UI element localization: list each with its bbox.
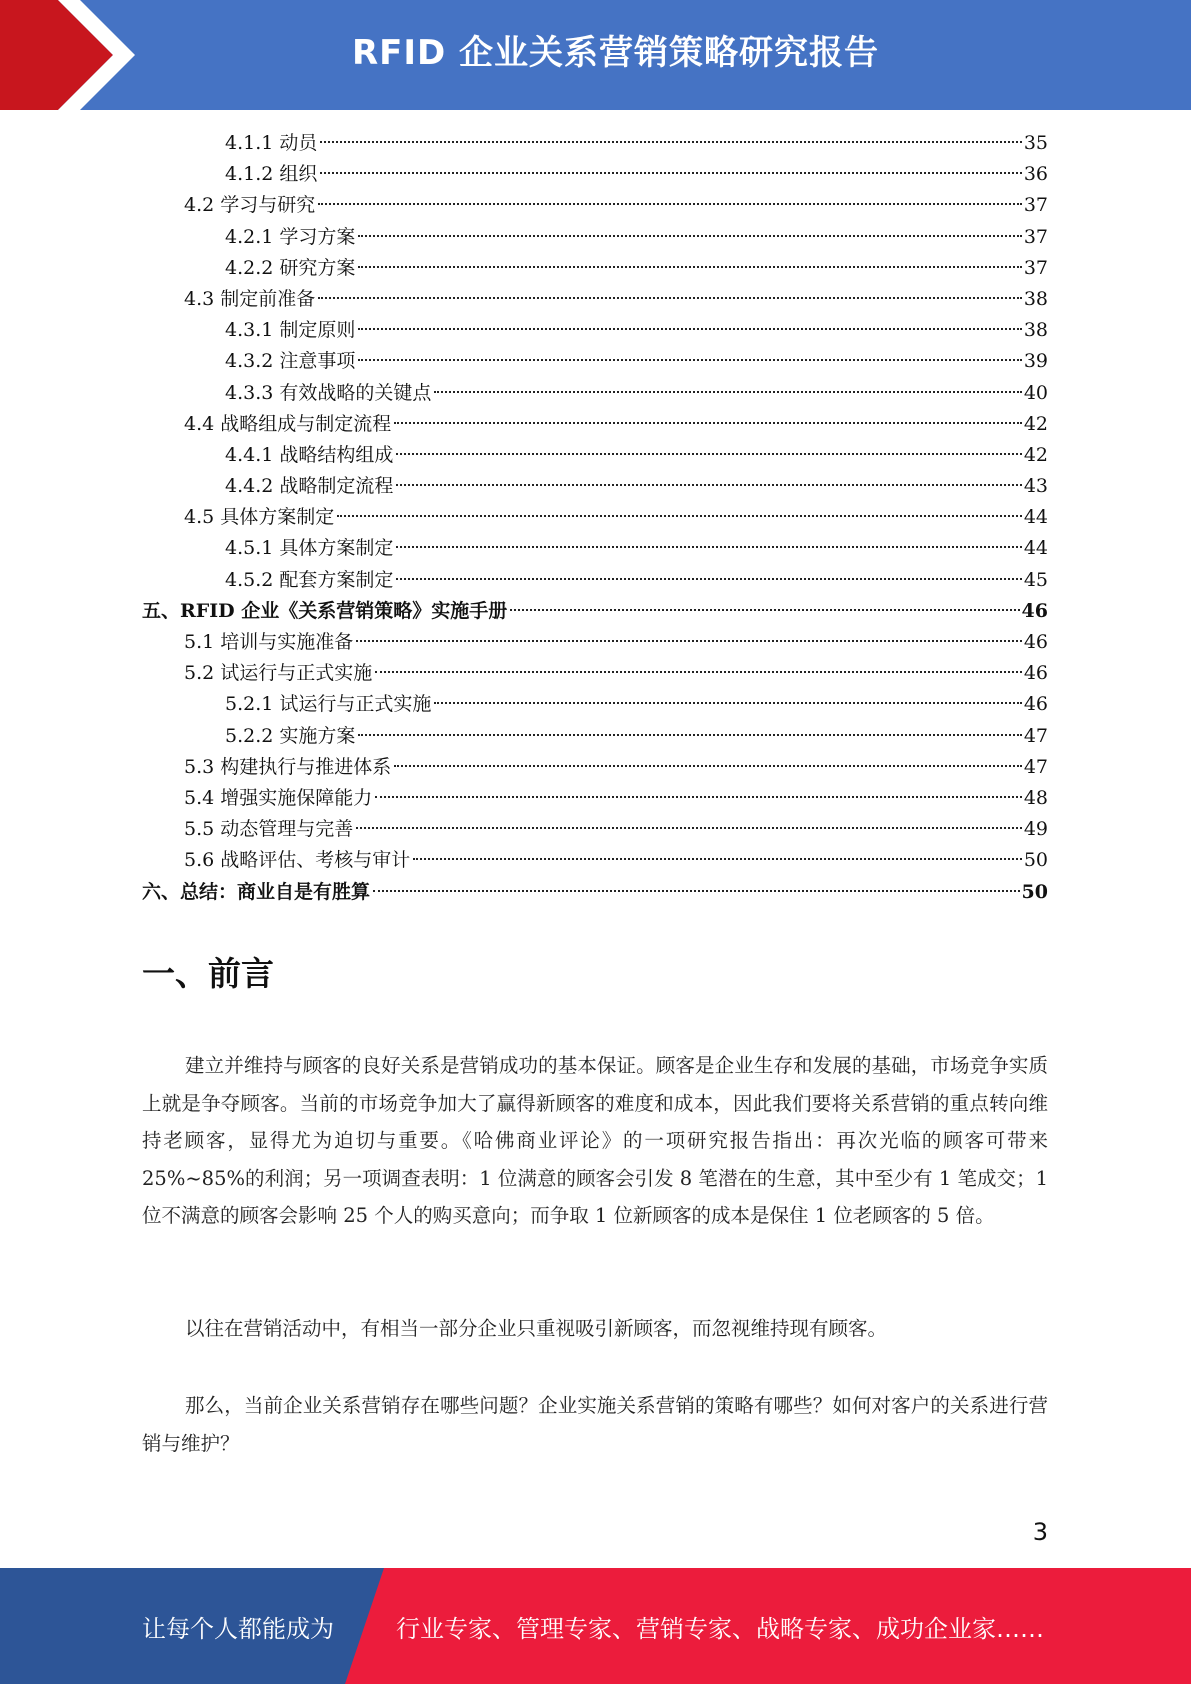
page-footer <box>0 1568 1191 1684</box>
toc-leader-dots <box>510 609 1019 611</box>
toc-entry[interactable] <box>142 284 1048 315</box>
toc-entry-page: 35 <box>1023 132 1048 154</box>
toc-leader-dots <box>373 890 1020 892</box>
toc-entry-page: 45 <box>1023 568 1048 591</box>
toc-entry-page: 50 <box>1021 880 1048 903</box>
toc-leader-dots <box>434 702 1021 704</box>
toc-entry-page: 43 <box>1023 475 1048 498</box>
toc-entry[interactable] <box>142 783 1048 814</box>
page-header <box>0 0 1191 110</box>
toc-entry-label: 4.5.1 具体方案制定 <box>225 537 394 560</box>
toc-entry-label: 5.4 增强实施保障能力 <box>184 786 373 809</box>
toc-entry-label: 4.1.2 组织 <box>225 163 318 186</box>
toc-leader-dots <box>358 734 1021 736</box>
toc-entry[interactable] <box>142 721 1048 752</box>
toc-entry-label: 5.5 动态管理与完善 <box>184 818 354 841</box>
toc-leader-dots <box>375 796 1022 798</box>
toc-entry-page: 40 <box>1023 381 1048 404</box>
toc-entry-page: 37 <box>1023 194 1048 217</box>
toc-leader-dots <box>358 235 1021 237</box>
toc-entry[interactable] <box>142 222 1048 253</box>
toc-entry[interactable] <box>142 409 1048 440</box>
toc-entry-page: 47 <box>1023 724 1048 747</box>
footer-slogan-left: 让每个人都能成为 <box>142 1615 334 1643</box>
toc-leader-dots <box>358 266 1021 268</box>
toc-leader-dots <box>434 391 1021 393</box>
toc-entry-label: 4.4.2 战略制定流程 <box>225 475 394 498</box>
toc-entry-page: 48 <box>1023 786 1048 809</box>
toc-leader-dots <box>356 827 1022 829</box>
toc-leader-dots <box>396 578 1021 580</box>
toc-entry[interactable] <box>142 471 1048 502</box>
table-of-contents <box>142 128 1048 908</box>
toc-entry[interactable] <box>142 159 1048 190</box>
toc-leader-dots <box>320 141 1021 143</box>
toc-entry[interactable] <box>142 565 1048 596</box>
toc-entry-label: 5.2.2 实施方案 <box>225 724 356 747</box>
toc-entry[interactable] <box>142 627 1048 658</box>
toc-entry-label: 5.6 战略评估、考核与审计 <box>184 849 411 872</box>
paragraph-2: 以往在营销活动中，有相当一部分企业只重视吸引新顾客，而忽视维持现有顾客。 <box>185 1317 888 1340</box>
toc-entry-label: 五、RFID 企业《关系营销策略》实施手册 <box>142 599 508 622</box>
toc-entry-page: 44 <box>1023 537 1048 560</box>
toc-entry-page: 46 <box>1023 662 1048 685</box>
paragraph-3: 那么，当前企业关系营销存在哪些问题？企业实施关系营销的策略有哪些？如何对客户的关系进行营销与维护？ <box>142 1394 1048 1455</box>
toc-entry-page: 38 <box>1023 287 1048 310</box>
toc-entry-label: 5.2.1 试运行与正式实施 <box>225 693 432 716</box>
toc-entry-page: 46 <box>1021 599 1048 622</box>
toc-leader-dots <box>396 484 1021 486</box>
toc-entry-label: 4.3.3 有效战略的关键点 <box>225 381 432 404</box>
toc-entry-label: 5.3 构建执行与推进体系 <box>184 755 392 778</box>
toc-entry-label: 4.2.2 研究方案 <box>225 256 356 279</box>
toc-entry[interactable] <box>142 502 1048 533</box>
toc-entry[interactable] <box>142 315 1048 346</box>
toc-entry-label: 4.5 具体方案制定 <box>184 506 335 529</box>
toc-entry-page: 50 <box>1023 849 1048 872</box>
toc-entry-page: 37 <box>1023 225 1048 248</box>
toc-entry[interactable] <box>142 346 1048 377</box>
toc-entry-page: 36 <box>1023 163 1048 186</box>
toc-entry-label: 六、总结：商业自是有胜算 <box>142 880 371 903</box>
toc-entry[interactable] <box>142 440 1048 471</box>
toc-leader-dots <box>375 671 1022 673</box>
toc-leader-dots <box>337 515 1022 517</box>
toc-entry-label: 4.5.2 配套方案制定 <box>225 568 394 591</box>
toc-leader-dots <box>358 328 1021 330</box>
toc-entry[interactable] <box>142 814 1048 845</box>
toc-leader-dots <box>394 422 1022 424</box>
toc-leader-dots <box>318 203 1022 205</box>
toc-entry[interactable] <box>142 845 1048 876</box>
toc-entry[interactable] <box>142 658 1048 689</box>
page-number: 3 <box>1032 1518 1048 1546</box>
toc-leader-dots <box>358 359 1021 361</box>
toc-entry-label: 4.1.1 动员 <box>225 132 318 154</box>
toc-entry-label: 4.3.1 制定原则 <box>225 319 356 342</box>
toc-entry-page: 49 <box>1023 818 1048 841</box>
toc-entry-label: 4.4 战略组成与制定流程 <box>184 412 392 435</box>
toc-entry-page: 46 <box>1023 693 1048 716</box>
toc-entry-page: 42 <box>1023 412 1048 435</box>
toc-entry[interactable] <box>142 253 1048 284</box>
toc-entry-page: 44 <box>1023 506 1048 529</box>
toc-entry-label: 5.2 试运行与正式实施 <box>184 662 373 685</box>
toc-entry[interactable] <box>142 596 1048 627</box>
section-heading: 一、前言 <box>142 954 274 993</box>
toc-entry-label: 5.1 培训与实施准备 <box>184 631 354 653</box>
toc-leader-dots <box>396 453 1021 455</box>
toc-entry-page: 46 <box>1023 631 1048 653</box>
toc-leader-dots <box>320 172 1021 174</box>
toc-entry-label: 4.3.2 注意事项 <box>225 350 356 373</box>
report-title: RFID 企业关系营销策略研究报告 <box>351 33 880 73</box>
toc-entry-label: 4.4.1 战略结构组成 <box>225 443 394 466</box>
toc-entry[interactable] <box>142 128 1048 159</box>
toc-entry[interactable] <box>142 533 1048 564</box>
paragraph-1: 建立并维持与顾客的良好关系是营销成功的基本保证。顾客是企业生存和发展的基础，市场竞争实质上就是争夺顾客。当前的市场竞争加大了赢得新顾客的难度和成本，因此我们要将关系营销的重点转向维持老顾客，显得尤为迫切与重要。《哈佛商业评论》的一项研究报告指出：再次光临的顾客可带来 25%~85%的利润；另一项调查表明：1 位满意的顾客会引发 8 笔潜在的生意，其中至少有 1 笔成交；1 位不满意的顾客会影响 25 个人的购买意向；而争取 1 位新顾客的成本是保住 1 位老顾客的 5 倍。 <box>142 1054 1048 1227</box>
toc-leader-dots <box>396 546 1021 548</box>
toc-entry-page: 37 <box>1023 256 1048 279</box>
toc-entry[interactable] <box>142 752 1048 783</box>
toc-entry-label: 4.3 制定前准备 <box>184 287 316 310</box>
toc-entry-page: 47 <box>1023 755 1048 778</box>
toc-entry-page: 39 <box>1023 350 1048 373</box>
toc-entry-label: 4.2 学习与研究 <box>184 194 316 217</box>
toc-leader-dots <box>356 640 1022 642</box>
toc-leader-dots <box>413 858 1022 860</box>
footer-slogan-right: 行业专家、管理专家、营销专家、战略专家、成功企业家…… <box>396 1615 1044 1643</box>
toc-entry[interactable] <box>142 689 1048 720</box>
toc-entry[interactable] <box>142 190 1048 221</box>
toc-entry-page: 38 <box>1023 319 1048 342</box>
toc-leader-dots <box>394 765 1022 767</box>
toc-entry-page: 42 <box>1023 443 1048 466</box>
toc-leader-dots <box>318 297 1022 299</box>
toc-entry[interactable] <box>142 378 1048 409</box>
toc-entry-label: 4.2.1 学习方案 <box>225 225 356 248</box>
toc-entry[interactable] <box>142 877 1048 908</box>
